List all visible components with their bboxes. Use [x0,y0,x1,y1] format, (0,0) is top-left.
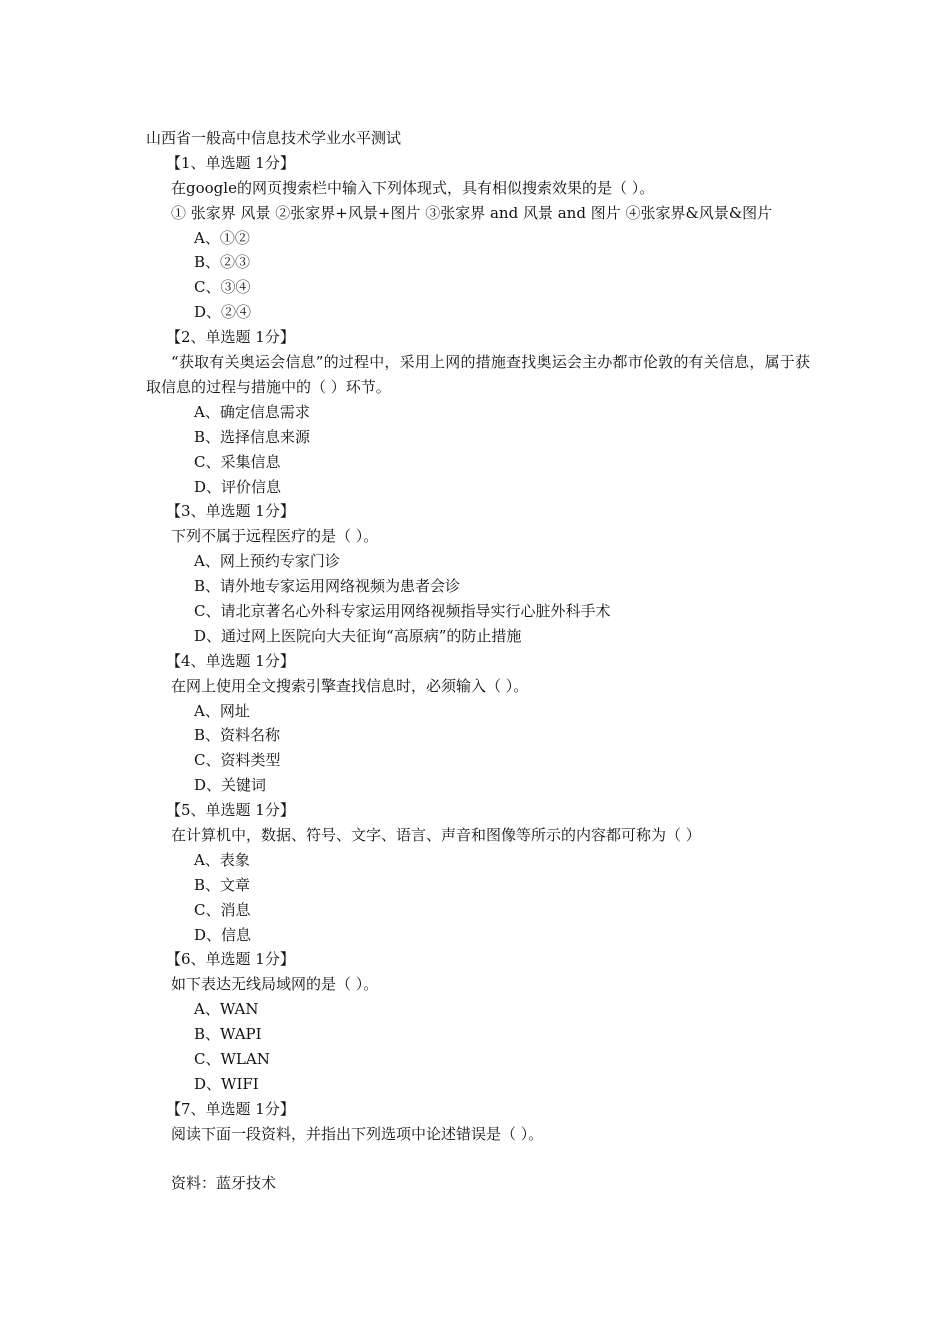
question-5-header: 【5、单选题 1分】 [166,801,295,820]
question-7-header: 【7、单选题 1分】 [166,1099,295,1118]
question-4-option-c[interactable]: C、资料类型 [194,751,281,770]
question-7-material: 资料：蓝牙技术 [171,1174,277,1193]
question-2-header: 【2、单选题 1分】 [166,328,295,347]
document-title: 山西省一般高中信息技术学业水平测试 [146,129,402,147]
question-1-expressions: ① 张家界 风景 ②张家界+风景+图片 ③张家界 and 风景 and 图片 ④张家界&风景&图片 [171,203,773,222]
question-2-option-b[interactable]: B、选择信息来源 [194,427,311,446]
question-5-option-c[interactable]: C、消息 [194,900,251,919]
question-1-option-a[interactable]: A、①② [194,228,250,247]
document-body [146,126,810,1196]
question-2-option-c[interactable]: C、采集信息 [194,452,281,471]
question-6-header: 【6、单选题 1分】 [166,950,295,969]
question-5-stem: 在计算机中，数据、符号、文字、语言、声音和图像等所示的内容都可称为（ ） [171,825,701,844]
question-3-stem: 下列不属于远程医疗的是（ ）。 [171,527,379,546]
question-1-option-d[interactable]: D、②④ [194,303,252,322]
question-2-stem: “获取有关奥运会信息”的过程中，采用上网的措施查找奥运会主办都市伦敦的有关信息，属于获取信息的过程与措施中的（ ）环节。 [146,353,810,396]
question-6-option-d[interactable]: D、WIFI [194,1074,259,1093]
question-6-stem: 如下表达无线局域网的是（ ）。 [171,975,379,994]
question-1-header: 【1、单选题 1分】 [166,153,295,172]
question-6-option-b[interactable]: B、WAPI [194,1025,262,1044]
question-3-header: 【3、单选题 1分】 [166,502,295,521]
blank-line [146,1147,810,1172]
question-5-option-a[interactable]: A、表象 [194,850,250,869]
question-5-option-b[interactable]: B、文章 [194,875,251,894]
question-6-option-a[interactable]: A、WAN [194,1000,259,1019]
question-5-option-d[interactable]: D、信息 [194,925,252,944]
question-4-option-d[interactable]: D、关键词 [194,776,267,795]
question-3-option-b[interactable]: B、请外地专家运用网络视频为患者会诊 [194,577,461,596]
question-4-stem: 在网上使用全文搜索引擎查找信息时，必须输入（ ）。 [171,676,529,695]
question-6-option-c[interactable]: C、WLAN [194,1050,270,1068]
question-4-option-b[interactable]: B、资料名称 [194,726,281,745]
question-1-option-c[interactable]: C、③④ [194,278,251,297]
question-3-option-a[interactable]: A、网上预约专家门诊 [194,552,340,571]
question-1-option-b[interactable]: B、②③ [194,253,251,272]
question-2-option-a[interactable]: A、确定信息需求 [194,402,310,421]
question-3-option-c[interactable]: C、请北京著名心外科专家运用网络视频指导实行心脏外科手术 [194,601,611,620]
question-1-stem: 在google的网页搜索栏中输入下列体现式，具有相似搜索效果的是（ ）。 [171,178,655,197]
question-4-option-a[interactable]: A、网址 [194,701,250,720]
question-4-header: 【4、单选题 1分】 [166,651,295,670]
question-2-option-d[interactable]: D、评价信息 [194,477,282,496]
question-7-stem: 阅读下面一段资料，并指出下列选项中论述错误是（ ）。 [171,1124,544,1143]
question-3-option-d[interactable]: D、通过网上医院向大夫征询“高原病”的防止措施 [194,626,522,645]
